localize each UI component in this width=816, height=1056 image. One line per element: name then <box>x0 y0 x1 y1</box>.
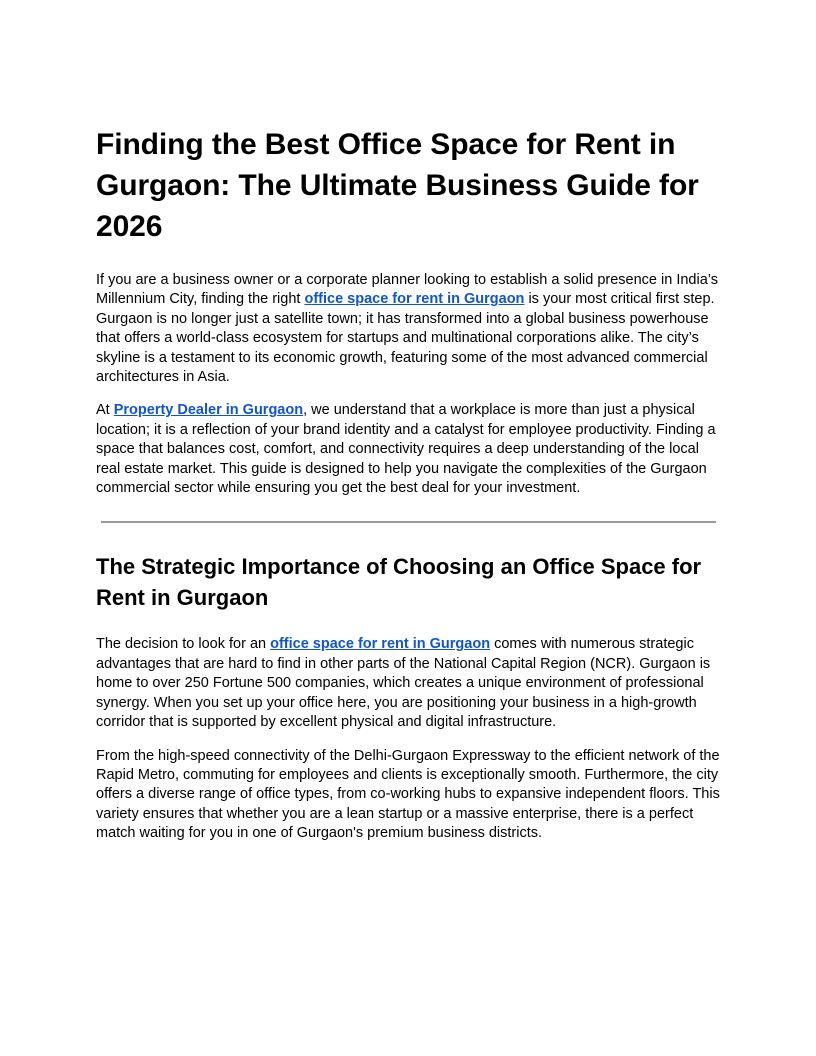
intro-paragraph-2 <box>96 401 720 498</box>
section-heading: The Strategic Importance of Choosing an Office Space for Rent in Gurgaon <box>96 554 702 611</box>
horizontal-divider <box>101 521 716 523</box>
text-run: is your most critical first step. Gurgaon is no longer just a satellite town; it has transformed into a global business powerhouse that offers a world-class ecosystem for startups and multinational corporations alike. The city’s skyline is a testament to its economic growth, featuring some of the most advanced commercial architectures in Asia. <box>96 291 715 386</box>
page-title: Finding the Best Office Space for Rent in Gurgaon: The Ultimate Business Guide for 2026 <box>96 128 699 243</box>
section-paragraph-2: From the high-speed connectivity of the Delhi-Gurgaon Expressway to the efficient network of the Rapid Metro, commuting for employees and clients is exceptionally smooth. Furthermore, the city offers a diverse range of office types, from co-working hubs to expansive independent floors. This variety ensures that whether you are a lean startup or a massive enterprise, there is a perfect match waiting for you in one of Gurgaon's premium business districts. <box>96 747 720 842</box>
text-run: , we understand that a workplace is more than just a physical location; it is a reflection of your brand identity and a catalyst for employee productivity. Finding a space that balances cost, comfort, and connectivity requires a deep understanding of the local real estate market. This guide is designed to help you navigate the complexities of the Gurgaon commercial sector while ensuring you get the best deal for your investment. <box>96 402 716 497</box>
text-run: The decision to look for an <box>96 636 271 653</box>
office-space-link[interactable]: office space for rent in Gurgaon <box>270 636 491 653</box>
office-space-link[interactable]: office space for rent in Gurgaon <box>304 291 525 308</box>
section-paragraph-1 <box>96 635 720 732</box>
text-run: At <box>96 402 114 419</box>
intro-paragraph-1 <box>96 271 720 387</box>
text-run: comes with numerous strategic advantages that are hard to find in other parts of the National Capital Region (NCR). Gurgaon is home to over 250 Fortune 500 companies, which creates a unique environment of professional synergy. When you set up your office here, you are positioning your business in a high-growth corridor that is supported by excellent physical and digital infrastructure. <box>96 636 711 731</box>
property-dealer-link[interactable]: Property Dealer in Gurgaon <box>113 402 304 419</box>
text-run: If you are a business owner or a corporate planner looking to establish a solid presence in India’s Millennium City, finding the right <box>96 272 718 308</box>
document-page <box>96 124 720 858</box>
